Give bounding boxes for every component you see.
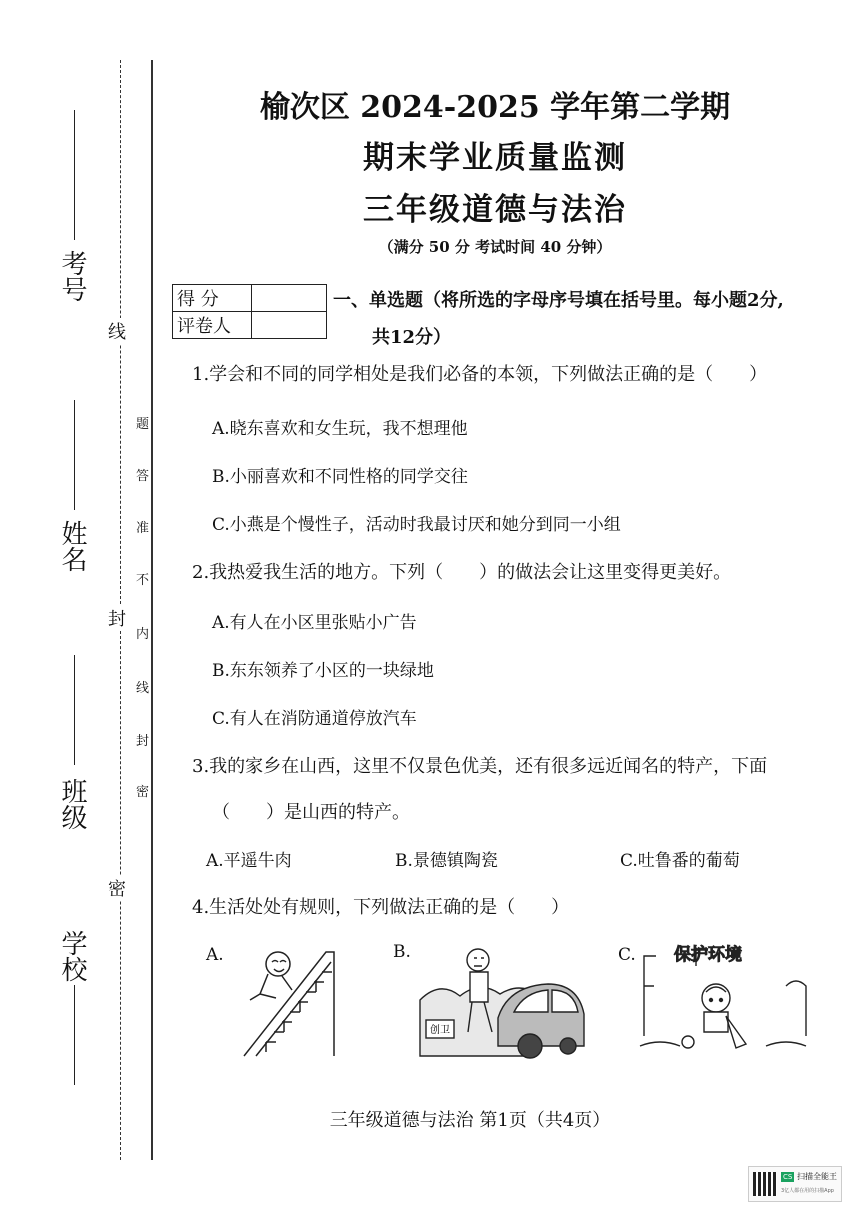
notice-6: 线 <box>136 681 150 696</box>
q1-option-c: C.小燕是个慢性子，活动时我最讨厌和她分到同一小组 <box>212 515 621 535</box>
notice-7: 封 <box>136 734 150 749</box>
qr-icon <box>753 1172 777 1196</box>
notice-3: 准 <box>136 521 150 536</box>
line-banji <box>74 655 75 765</box>
plate-text: 创卫 <box>430 1025 450 1036</box>
line-xingming <box>74 400 75 510</box>
notice-2: 答 <box>136 469 150 484</box>
page-title: 榆次区 2024-2025 学年第二学期 <box>259 90 731 125</box>
q2-option-b: B.东东领养了小区的一块绿地 <box>212 661 434 681</box>
notice-8: 密 <box>136 785 150 800</box>
label-banji: 班级 <box>57 778 87 830</box>
question-1: 1.学会和不同的同学相处是我们必备的本领，下列做法正确的是（ ） <box>192 364 768 385</box>
scanner-logo: CS <box>783 1173 793 1181</box>
question-3: 3.我的家乡在山西，这里不仅景色优美，还有很多远近闻名的特产，下面 <box>192 756 768 777</box>
q3-option-b: B.景德镇陶瓷 <box>395 851 498 871</box>
sign-text: 保护环境 <box>674 945 742 965</box>
page-footer: 三年级道德与法治 第1页（共4页） <box>329 1110 611 1131</box>
marker-feng: 封 <box>108 605 126 631</box>
exam-name: 期末学业质量监测 <box>363 140 627 176</box>
scanner-watermark <box>748 1166 842 1202</box>
q4-option-a-label: A. <box>206 945 224 965</box>
section-heading-cont: 共12分） <box>372 327 452 348</box>
stair-illustration <box>236 938 336 1058</box>
q2-option-a: A.有人在小区里张贴小广告 <box>212 613 417 633</box>
marker-mi: 密 <box>108 875 126 901</box>
scanner-name: 扫描全能王 <box>797 1172 837 1181</box>
notice-4: 不 <box>136 573 150 588</box>
q4-option-c-label: C. <box>618 945 636 965</box>
grader-cell[interactable] <box>252 312 327 339</box>
score-cell[interactable] <box>252 285 327 312</box>
score-box <box>172 284 327 339</box>
question-4: 4.生活处处有规则，下列做法正确的是（ ） <box>192 897 570 918</box>
label-kaohao: 考号 <box>57 250 87 302</box>
section-heading: 一、单选题（将所选的字母序号填在括号里。每小题2分, <box>333 290 784 311</box>
subject-name: 三年级道德与法治 <box>363 192 627 228</box>
q2-option-c: C.有人在消防通道停放汽车 <box>212 709 417 729</box>
score-label: 得 分 <box>173 285 252 312</box>
grader-label: 评卷人 <box>173 312 252 339</box>
question-2: 2.我热爱我生活的地方。下列（ ）的做法会让这里变得更美好。 <box>192 562 732 583</box>
q3-option-a: A.平遥牛肉 <box>206 851 292 871</box>
car-illustration <box>418 940 588 1060</box>
scanner-sub: 3亿人都在用的扫描App <box>781 1188 834 1194</box>
environment-illustration <box>636 936 812 1056</box>
label-xingming: 姓名 <box>57 520 87 572</box>
label-xuexiao: 学校 <box>57 930 87 982</box>
marker-xian: 线 <box>108 318 126 344</box>
q3-option-c: C.吐鲁番的葡萄 <box>620 851 740 871</box>
q1-option-a: A.晓东喜欢和女生玩，我不想理他 <box>212 419 468 439</box>
q1-option-b: B.小丽喜欢和不同性格的同学交往 <box>212 467 468 487</box>
question-3-cont: （ ）是山西的特产。 <box>212 802 410 823</box>
exam-info: （满分 50 分 考试时间 40 分钟） <box>378 238 612 256</box>
notice-5: 内 <box>136 627 150 642</box>
line-xuexiao <box>74 985 75 1085</box>
q4-option-b-label: B. <box>393 942 411 962</box>
notice-1: 题 <box>136 417 150 432</box>
